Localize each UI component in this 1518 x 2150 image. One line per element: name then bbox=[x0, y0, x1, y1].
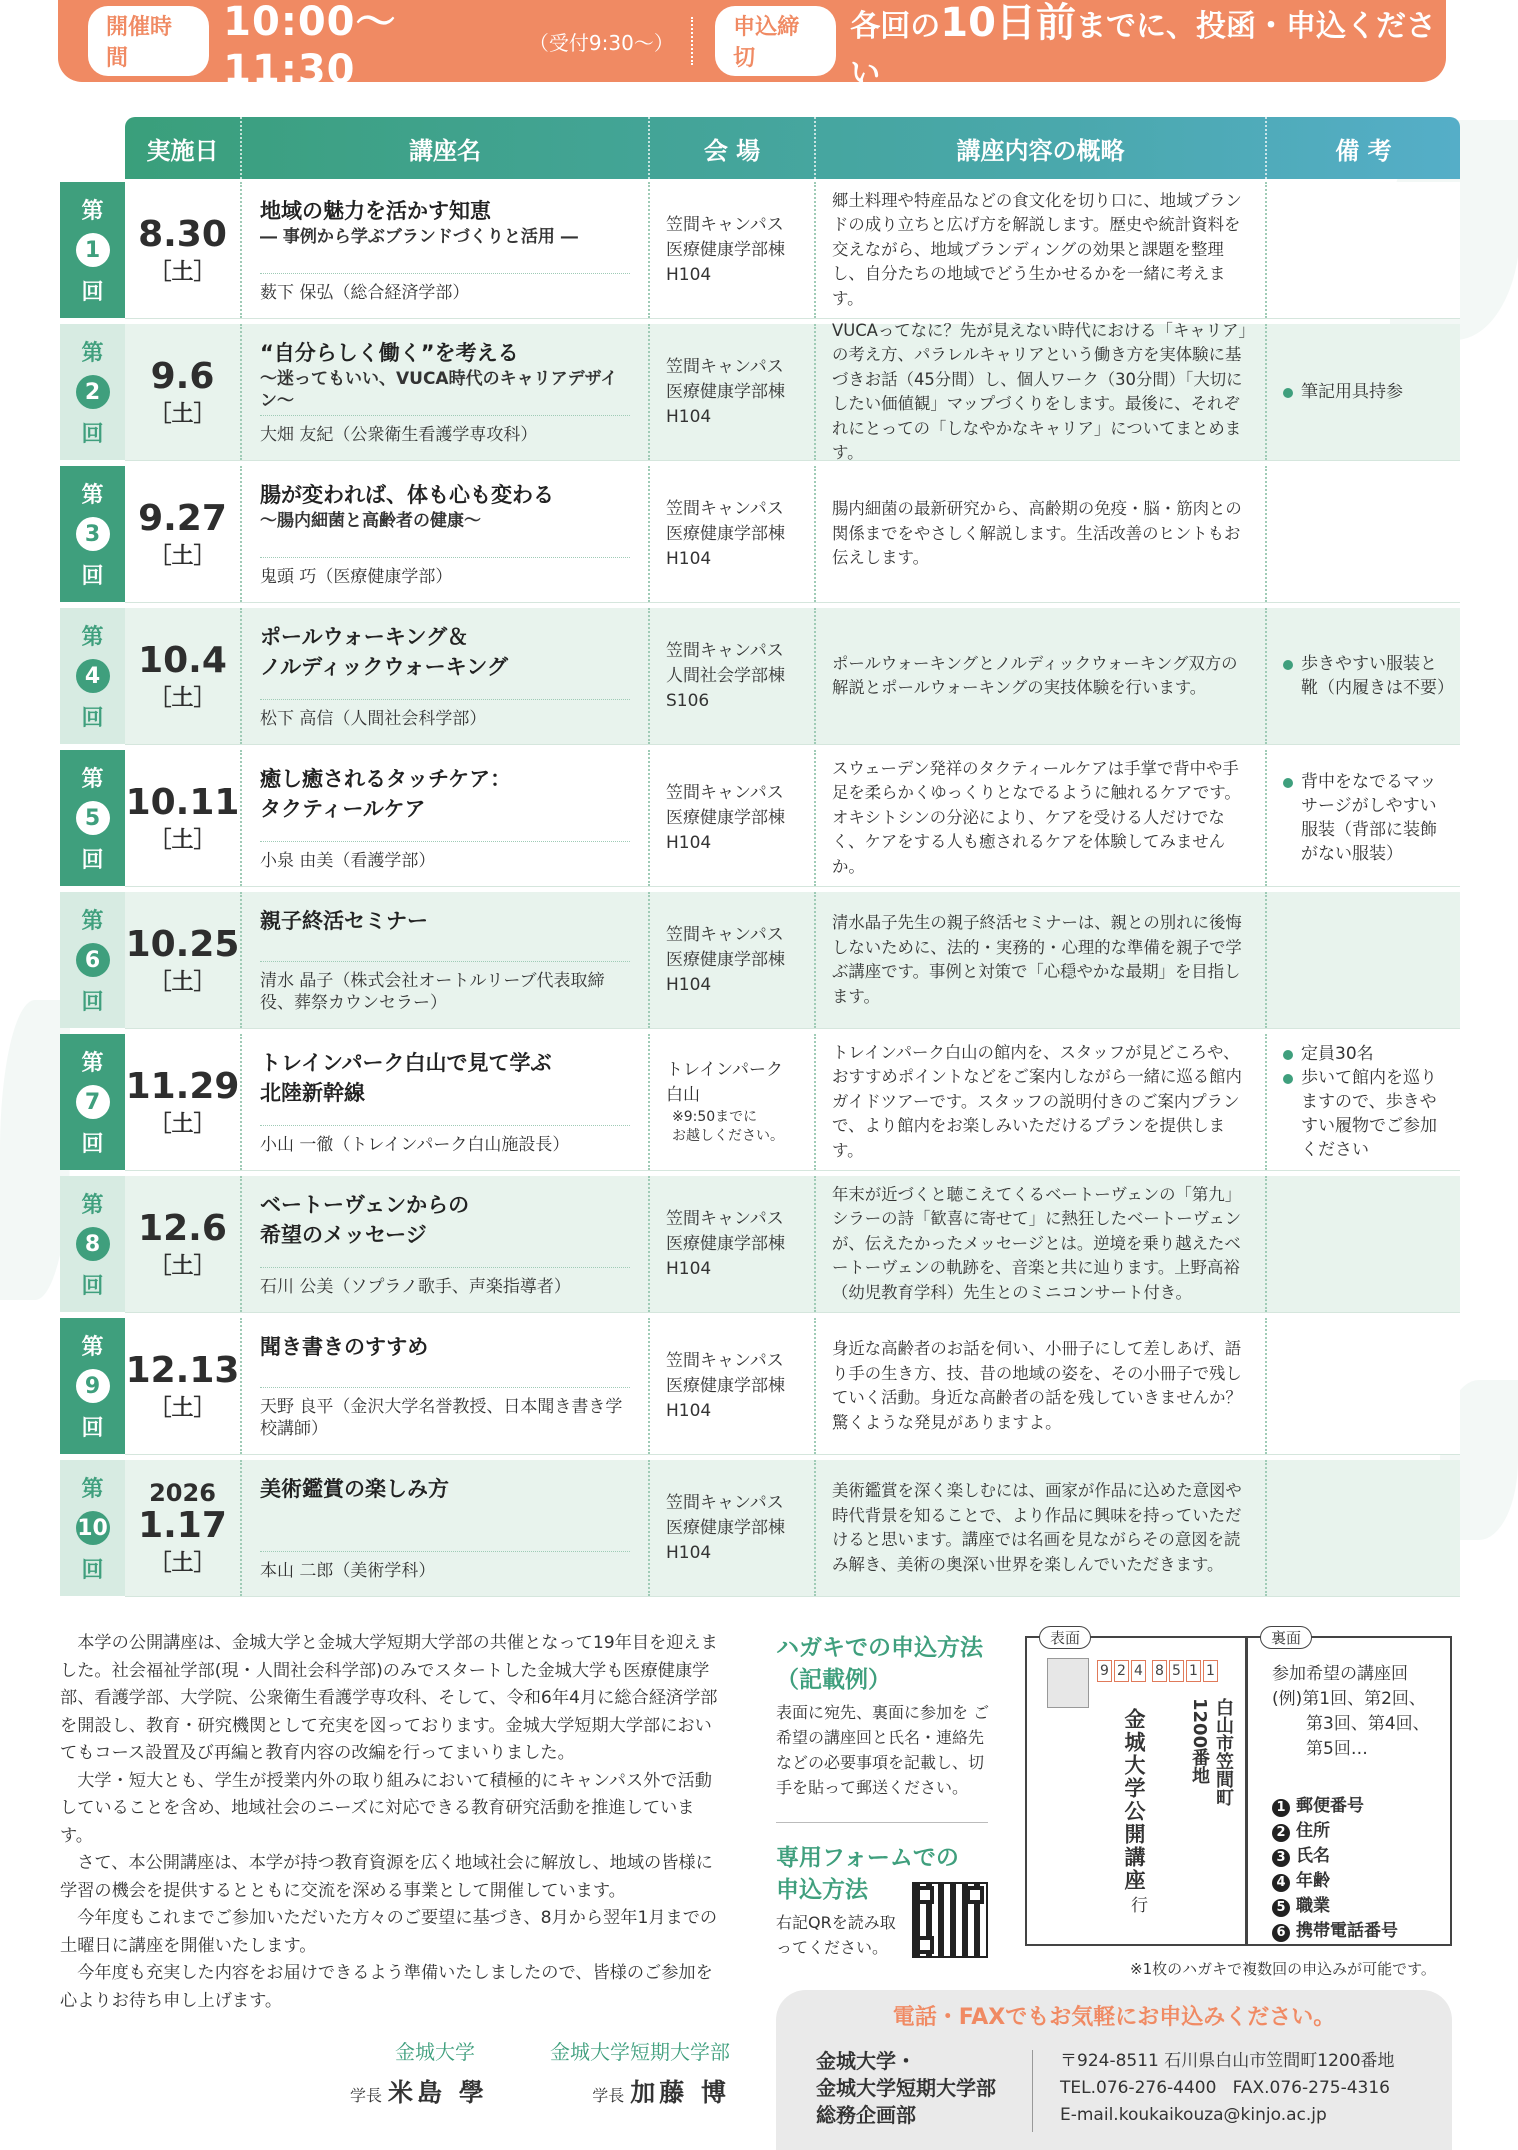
course-title: “自分らしく働く”を考える bbox=[260, 341, 519, 365]
table-row bbox=[60, 1176, 1460, 1312]
president-title: 学長 bbox=[592, 2086, 625, 2105]
session-weekday: ［土］ bbox=[149, 401, 216, 427]
course-notes bbox=[1267, 1460, 1460, 1596]
course-venue bbox=[650, 1176, 816, 1312]
course-lecturer: 清水 晶子（株式会社オートルリーブ代表取締役、葬祭カウンセラー） bbox=[260, 961, 630, 1014]
session-number-badge: 第 1 回 bbox=[60, 182, 125, 318]
course-venue bbox=[650, 750, 816, 886]
session-date bbox=[125, 608, 242, 744]
zip-code-boxes bbox=[1097, 1660, 1218, 1682]
course-title: 地域の魅力を活かす知恵 bbox=[260, 199, 491, 223]
header-course: 講座名 bbox=[242, 117, 650, 179]
course-title-cell bbox=[242, 324, 650, 460]
session-weekday: ［土］ bbox=[149, 259, 216, 285]
president-title: 学長 bbox=[350, 2086, 383, 2105]
list-item: 1 郵便番号 bbox=[1272, 1794, 1398, 1819]
session-number-badge: 第 10 回 bbox=[60, 1460, 125, 1596]
course-lecturer: 大畑 友紀（公衆衛生看護学専攻科） bbox=[260, 415, 630, 446]
course-summary: 身近な高齢者のお話を伺い、小冊子にして差しあげ、語り手の生き方、技、昔の地域の姿を、その小冊子で残していく活動。身近な高齢者の話を残していきませんか？驚くような発見がありますよ。 bbox=[816, 1318, 1267, 1454]
time-label-pill: 開催時間 bbox=[88, 6, 209, 76]
president-name: 米島 學 bbox=[388, 2078, 488, 2107]
course-title-cell bbox=[242, 182, 650, 318]
course-summary: 年末が近づくと聴こえてくるベートーヴェンの「第九」シラーの詩「歓喜に寄せて」に熱狂したベートーヴェンが、伝えたかったメッセージとは。逆境を乗り越えたベートーヴェンの軌跡を、音楽と共に辿ります。上野高裕（幼児教育学科）先生とのミニコンサート付き。 bbox=[816, 1176, 1267, 1312]
session-year: 2026 bbox=[149, 1478, 216, 1507]
course-subtitle: ― 事例から学ぶブランドづくりと活用 ― bbox=[260, 227, 578, 247]
session-date bbox=[125, 1176, 242, 1312]
postcard-back-body: 参加希望の講座回 (例)第1回、第2回、 第3回、第4回、 第5回… bbox=[1272, 1664, 1430, 1759]
course-notes bbox=[1267, 324, 1460, 460]
course-title: 親子終活セミナー bbox=[260, 909, 428, 933]
session-date-value: 10.4 bbox=[138, 639, 227, 681]
session-date-value: 10.25 bbox=[125, 923, 240, 965]
session-number-badge: 第 7 回 bbox=[60, 1034, 125, 1170]
contact-email[interactable]: E-mail.koukaikouza@kinjo.ac.jp bbox=[1060, 2105, 1327, 2125]
course-title: 美術鑑賞の楽しみ方 bbox=[260, 1477, 449, 1501]
postcard-back-items bbox=[1272, 1794, 1398, 1944]
divider bbox=[776, 1822, 988, 1823]
course-venue bbox=[650, 1460, 816, 1596]
note-item: 筆記用具持参 bbox=[1281, 380, 1403, 404]
course-title-cell bbox=[242, 1318, 650, 1454]
table-row bbox=[60, 1460, 1460, 1596]
session-number: 3 bbox=[76, 517, 110, 551]
venue-name: 笠間キャンパス 医療健康学部棟 H104 bbox=[666, 1492, 785, 1563]
session-number-badge: 第 6 回 bbox=[60, 892, 125, 1028]
course-venue bbox=[650, 892, 816, 1028]
course-subtitle: 〜腸内細菌と高齢者の健康〜 bbox=[260, 511, 481, 531]
qr-code[interactable] bbox=[912, 1882, 988, 1958]
session-number: 9 bbox=[76, 1369, 110, 1403]
venue-name: 笠間キャンパス 医療健康学部棟 H104 bbox=[666, 214, 785, 285]
note-item: 歩きやすい服装と靴（内履きは不要） bbox=[1281, 652, 1446, 700]
course-notes bbox=[1267, 466, 1460, 602]
venue-note: ※9:50までに お越しください。 bbox=[672, 1109, 784, 1144]
university-name: 金城大学 bbox=[395, 2040, 475, 2064]
session-date-value: 8.30 bbox=[138, 213, 227, 255]
course-summary: トレインパーク白山の館内を、スタッフが見どころや、おすすめポイントなどをご案内しながら一緒に巡る館内ガイドツアーです。スタッフの説明付きのご案内プランで、より館内をお楽しみいただけるプランを提供します。 bbox=[816, 1034, 1267, 1170]
session-date bbox=[125, 182, 242, 318]
course-lecturer: 天野 良平（金沢大学名誉教授、日本聞き書き学校講師） bbox=[260, 1387, 630, 1440]
session-date-value: 9.27 bbox=[138, 497, 227, 539]
table-row bbox=[60, 466, 1460, 602]
session-date-value: 12.6 bbox=[138, 1207, 227, 1249]
course-title-cell bbox=[242, 1460, 650, 1596]
intro-paragraph: さて、本公開講座は、本学が持つ教育資源を広く地域社会に解放し、地域の皆様に学習の機会を提供するとともに交流を深める事業として開催しています。 bbox=[60, 1853, 713, 1901]
session-date-value: 1.17 bbox=[138, 1504, 227, 1546]
contact-fax: FAX.076-275-4316 bbox=[1232, 2078, 1390, 2098]
reception-time: （受付9:30〜） bbox=[528, 30, 674, 55]
session-number-badge: 第 9 回 bbox=[60, 1318, 125, 1454]
session-weekday: ［土］ bbox=[149, 1395, 216, 1421]
course-notes bbox=[1267, 608, 1460, 744]
course-title: ベートーヴェンからの 希望のメッセージ bbox=[260, 1193, 470, 1247]
postcard-method-heading: ハガキでの申込方法 （記載例） bbox=[776, 1635, 983, 1693]
course-notes bbox=[1267, 892, 1460, 1028]
course-lecturer: 石川 公美（ソプラノ歌手、声楽指導者） bbox=[260, 1267, 630, 1298]
course-notes bbox=[1267, 1034, 1460, 1170]
session-number-badge: 第 2 回 bbox=[60, 324, 125, 460]
course-summary: 腸内細菌の最新研究から、高齢期の免疫・脳・筋肉との関係までをやさしく解説します。生活改善のヒントもお伝えします。 bbox=[816, 466, 1267, 602]
course-venue bbox=[650, 1034, 816, 1170]
venue-name: 笠間キャンパス 人間社会学部棟 S106 bbox=[666, 640, 785, 711]
course-title-cell bbox=[242, 892, 650, 1028]
session-date bbox=[125, 892, 242, 1028]
session-number-badge: 第 3 回 bbox=[60, 466, 125, 602]
session-number: 8 bbox=[76, 1227, 110, 1261]
venue-name: トレインパーク 白山 bbox=[666, 1060, 783, 1105]
college-name: 金城大学短期大学部 bbox=[550, 2040, 730, 2064]
intro-paragraph: 本学の公開講座は、金城大学と金城大学短期大学部の共催となって19年目を迎えました。社会福祉学部(現・人間社会科学部)のみでスタートした金城大学も医療健康学部、看護学部、大学院、公衆衛生看護学専攻科、そして、令和6年4月に総合経済学部を開設し、教育・研究機関として充実を図っております。金城大学短期大学部においてもコース設置及び再編と教育内容の改編を行ってまいりました。 bbox=[60, 1633, 718, 1763]
form-method-heading: 専用フォームでの 申込方法 bbox=[776, 1845, 959, 1903]
session-number-badge: 第 8 回 bbox=[60, 1176, 125, 1312]
postcard-back-label: 裏面 bbox=[1260, 1626, 1312, 1649]
postcard-back-example bbox=[1246, 1629, 1452, 1946]
list-item: 2 住所 bbox=[1272, 1819, 1398, 1844]
table-row bbox=[60, 892, 1460, 1028]
course-title-cell bbox=[242, 1034, 650, 1170]
venue-name: 笠間キャンパス 医療健康学部棟 H104 bbox=[666, 1208, 785, 1279]
postcard-front-address: 白山市笠間町 1200番地 bbox=[1189, 1698, 1234, 1806]
header-summary: 講座内容の概略 bbox=[816, 117, 1267, 179]
course-venue bbox=[650, 466, 816, 602]
postcard-front-label: 表面 bbox=[1039, 1626, 1091, 1649]
header-notes: 備 考 bbox=[1335, 136, 1392, 165]
time-range: 10:00〜11:30 bbox=[223, 0, 397, 93]
session-date-value: 12.13 bbox=[125, 1349, 240, 1391]
zip-digit-box: 1 bbox=[1186, 1660, 1201, 1682]
venue-name: 笠間キャンパス 医療健康学部棟 H104 bbox=[666, 356, 785, 427]
course-title: ポールウォーキング＆ ノルディックウォーキング bbox=[260, 625, 509, 679]
session-weekday: ［土］ bbox=[149, 543, 216, 569]
course-title-cell bbox=[242, 1176, 650, 1312]
table-row bbox=[60, 750, 1460, 886]
course-venue bbox=[650, 324, 816, 460]
session-date-value: 9.6 bbox=[150, 355, 215, 397]
course-venue bbox=[650, 1318, 816, 1454]
course-title: トレインパーク白山で見て学ぶ 北陸新幹線 bbox=[260, 1051, 552, 1105]
course-title: 腸が変われば、体も心も変わる bbox=[260, 483, 554, 507]
table-row bbox=[60, 1034, 1460, 1170]
zip-digit-box: 2 bbox=[1114, 1660, 1129, 1682]
session-weekday: ［土］ bbox=[149, 969, 216, 995]
table-row bbox=[60, 608, 1460, 744]
session-number: 5 bbox=[76, 801, 110, 835]
venue-name: 笠間キャンパス 医療健康学部棟 H104 bbox=[666, 1350, 785, 1421]
schedule-table-header bbox=[125, 117, 1460, 179]
table-row bbox=[60, 320, 1460, 462]
postcard-method-text: 表面に宛先、裏面に参加を ご希望の講座回と氏名・連絡先などの必要事項を記載し、切手を貼って郵送ください。 bbox=[776, 1703, 990, 1797]
session-number: 6 bbox=[76, 943, 110, 977]
list-item: 4 年齢 bbox=[1272, 1869, 1398, 1894]
table-row bbox=[60, 182, 1460, 318]
intro-paragraph: 今年度も充実した内容をお届けできるよう準備いたしましたので、皆様のご参加を心よりお待ち申し上げます。 bbox=[60, 1963, 713, 2011]
session-weekday: ［土］ bbox=[149, 685, 216, 711]
stamp-placeholder bbox=[1047, 1658, 1089, 1708]
course-title-cell bbox=[242, 608, 650, 744]
introduction-text bbox=[60, 1630, 725, 2015]
course-title-cell bbox=[242, 750, 650, 886]
intro-paragraph: 大学・短大とも、学生が授業内外の取り組みにおいて積極的にキャンパス外で活動していることを含め、地域社会のニーズに対応できる教育研究活動を推進しています。 bbox=[60, 1770, 712, 1846]
session-number: 7 bbox=[76, 1085, 110, 1119]
intro-paragraph: 今年度もこれまでご参加いただいた方々のご要望に基づき、8月から翌年1月までの土曜日に講座を開催いたします。 bbox=[60, 1908, 718, 1956]
contact-organization: 金城大学・ 金城大学短期大学部 総務企画部 bbox=[816, 2049, 996, 2127]
session-date bbox=[125, 466, 242, 602]
deadline-text: 各回の10日前までに、投函・申込ください bbox=[850, 0, 1436, 91]
header-venue: 会 場 bbox=[650, 117, 816, 179]
zip-digit-box: 4 bbox=[1131, 1660, 1146, 1682]
contact-address: 〒924-8511 石川県白山市笠間町1200番地 bbox=[1060, 2051, 1395, 2071]
zip-digit-box: 5 bbox=[1169, 1660, 1184, 1682]
session-date bbox=[125, 750, 242, 886]
course-title: 聞き書きのすすめ bbox=[260, 1335, 429, 1359]
president-signatures bbox=[340, 2036, 730, 2109]
session-date-value: 11.29 bbox=[125, 1065, 240, 1107]
course-summary: 郷土料理や特産品などの食文化を切り口に、地域ブランドの成り立ちと広げ方を解説します。歴史や統計資料を交えながら、地域ブランディングの効果と課題を整理し、自分たちの地域でどう生かせるかを一緒に考えます。 bbox=[816, 182, 1267, 318]
deadline-label-pill: 申込締切 bbox=[715, 6, 836, 76]
session-date bbox=[125, 1460, 242, 1596]
course-lecturer: 松下 高信（人間社会科学部） bbox=[260, 699, 630, 730]
course-notes bbox=[1267, 750, 1460, 886]
course-summary: スウェーデン発祥のタクティールケアは手掌で背中や手足を柔らかくゆっくりとなでるように触れるケアです。オキシトシンの分泌により、ケアを受ける人だけでなく、ケアをする人も癒されるケアを体験してみませんか。 bbox=[816, 750, 1267, 886]
session-date bbox=[125, 324, 242, 460]
form-method-text: 右記QRを読み取ってください。 bbox=[776, 1913, 896, 1957]
contact-info bbox=[1060, 2048, 1395, 2129]
course-lecturer: 本山 二郎（美術学科） bbox=[260, 1551, 630, 1582]
zip-digit-box: 9 bbox=[1097, 1660, 1112, 1682]
note-item: 歩いて館内を巡りますので、歩きやすい履物でご参加ください bbox=[1281, 1066, 1446, 1162]
course-summary: ポールウォーキングとノルディックウォーキング双方の解説とポールウォーキングの実技体験を行います。 bbox=[816, 608, 1267, 744]
session-number: 4 bbox=[76, 659, 110, 693]
course-lecturer: 薮下 保弘（総合経済学部） bbox=[260, 273, 630, 304]
venue-name: 笠間キャンパス 医療健康学部棟 H104 bbox=[666, 498, 785, 569]
postcard-front-example bbox=[1025, 1629, 1247, 1946]
course-notes bbox=[1267, 1176, 1460, 1312]
contact-box bbox=[776, 1990, 1452, 2150]
course-notes bbox=[1267, 1318, 1460, 1454]
course-lecturer: 小山 一徹（トレインパーク白山施設長） bbox=[260, 1125, 630, 1156]
contact-tel[interactable]: TEL.076-276-4400 bbox=[1060, 2078, 1217, 2098]
session-number-badge: 第 4 回 bbox=[60, 608, 125, 744]
course-notes bbox=[1267, 182, 1460, 318]
header-date: 実施日 bbox=[125, 117, 242, 179]
course-summary: 美術鑑賞を深く楽しむには、画家が作品に込めた意図や時代背景を知ることで、より作品に興味を持っていただけると思います。講座では名画を見ながらその意図を読み解き、美術の奥深い世界を楽しんでいただきます。 bbox=[816, 1460, 1267, 1596]
list-item: 3 氏名 bbox=[1272, 1844, 1398, 1869]
course-venue bbox=[650, 608, 816, 744]
note-item: 定員30名 bbox=[1281, 1042, 1446, 1066]
course-venue bbox=[650, 182, 816, 318]
session-date-value: 10.11 bbox=[125, 781, 240, 823]
list-item: 5 職業 bbox=[1272, 1894, 1398, 1919]
schedule-banner bbox=[58, 0, 1446, 93]
session-date bbox=[125, 1318, 242, 1454]
course-lecturer: 鬼頭 巧（医療健康学部） bbox=[260, 557, 630, 588]
course-title-cell bbox=[242, 466, 650, 602]
postcard-front-suffix: 行 bbox=[1127, 1896, 1147, 1913]
postcard-front-recipient: 金城大学公開講座 bbox=[1122, 1708, 1146, 1892]
contact-heading: 電話・FAXでもお気軽にお申込みください。 bbox=[892, 2005, 1336, 2030]
session-weekday: ［土］ bbox=[149, 1111, 216, 1137]
note-item: 背中をなでるマッサージがしやすい服装（背部に装飾がない服装） bbox=[1281, 770, 1446, 866]
session-number: 10 bbox=[76, 1511, 110, 1545]
session-number-badge: 第 5 回 bbox=[60, 750, 125, 886]
session-weekday: ［土］ bbox=[149, 827, 216, 853]
course-summary: VUCAってなに？先が見えない時代における「キャリア」の考え方、パラレルキャリアという働き方を実体験に基づきお話（45分間）し、個人ワーク（30分間）「大切にしたい価値観」マップづくりをします。最後に、それぞれにとっての「しなやかなキャリア」についてまとめます。 bbox=[816, 324, 1267, 460]
divider bbox=[1032, 2050, 1033, 2132]
course-summary: 清水晶子先生の親子終活セミナーは、親との別れに後悔しないために、法的・実務的・心理的な準備を親子で学ぶ講座です。事例と対策で「心穏やかな最期」を目指します。 bbox=[816, 892, 1267, 1028]
venue-name: 笠間キャンパス 医療健康学部棟 H104 bbox=[666, 782, 785, 853]
course-lecturer: 小泉 由美（看護学部） bbox=[260, 841, 630, 872]
session-number: 2 bbox=[76, 375, 110, 409]
list-item: 6 携帯電話番号 bbox=[1272, 1919, 1398, 1944]
postcard-footnote: ※1枚のハガキで複数回の申込みが可能です。 bbox=[1130, 1960, 1436, 1978]
course-title: 癒し癒されるタッチケア： タクティールケア bbox=[260, 767, 512, 821]
zip-digit-box: 8 bbox=[1152, 1660, 1167, 1682]
session-weekday: ［土］ bbox=[149, 1253, 216, 1279]
zip-digit-box: 1 bbox=[1203, 1660, 1218, 1682]
session-date bbox=[125, 1034, 242, 1170]
venue-name: 笠間キャンパス 医療健康学部棟 H104 bbox=[666, 924, 785, 995]
banner-divider bbox=[691, 17, 693, 65]
president-name: 加藤 博 bbox=[630, 2078, 730, 2107]
session-number: 1 bbox=[76, 233, 110, 267]
table-row bbox=[60, 1318, 1460, 1454]
course-subtitle: 〜迷ってもいい、VUCA時代のキャリアデザイン〜 bbox=[260, 369, 618, 411]
session-weekday: ［土］ bbox=[149, 1550, 216, 1576]
